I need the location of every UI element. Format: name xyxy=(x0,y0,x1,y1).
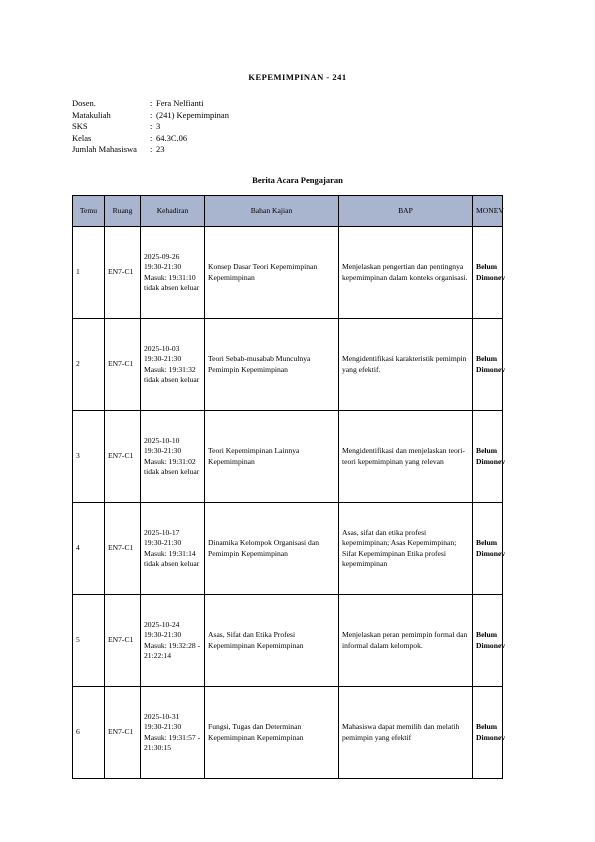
cell-bahan-kajian: Konsep Dasar Teori Kepemimpinan Kepemimpinan xyxy=(205,227,339,319)
table-row xyxy=(73,319,503,411)
document-title: KEPEMIMPINAN - 241 xyxy=(248,72,347,82)
cell-ruang: EN7-C1 xyxy=(105,595,141,687)
table-header-row xyxy=(73,196,503,227)
info-row-dosen xyxy=(72,98,229,110)
cell-bahan-kajian: Teori Kepemimpinan Lainnya Kepemimpinan xyxy=(205,411,339,503)
cell-bahan-kajian: Fungsi, Tugas dan Determinan Kepemimpinan Kepemimpinan xyxy=(205,687,339,779)
header-kehadiran: Kehadiran xyxy=(141,196,205,227)
cell-kehadiran: 2025-10-17 19:30-21:30 Masuk: 19:31:14 tidak absen keluar xyxy=(141,503,205,595)
cell-bap: Mengidentifikasi dan menjelaskan teori-teori kepemimpinan yang relevan xyxy=(339,411,473,503)
info-separator: : xyxy=(150,98,153,108)
header-temu: Temu xyxy=(73,196,105,227)
cell-ruang: EN7-C1 xyxy=(105,687,141,779)
cell-monev: Belum Dimonev xyxy=(473,319,503,411)
section-title: Berita Acara Pengajaran xyxy=(252,175,343,185)
info-value: 64.3C.06 xyxy=(156,132,188,143)
info-value: 23 xyxy=(156,144,165,154)
course-info xyxy=(72,98,229,156)
info-separator: : xyxy=(150,109,153,120)
info-row-jumlah-mahasiswa xyxy=(72,144,229,156)
cell-bap: Menjelaskan pengertian dan pentingnya kepemimpinan dalam konteks organisasi. xyxy=(339,227,473,319)
cell-bahan-kajian: Dinamika Kelompok Organisasi dan Pemimpin Kepemimpinan xyxy=(205,503,339,595)
table-row xyxy=(73,411,503,503)
cell-temu: 1 xyxy=(73,227,105,319)
info-label: Kelas xyxy=(72,132,92,143)
cell-ruang: EN7-C1 xyxy=(105,503,141,595)
cell-kehadiran: 2025-10-10 19:30-21:30 Masuk: 19:31:02 tidak absen keluar xyxy=(141,411,205,503)
table-row xyxy=(73,503,503,595)
cell-kehadiran: 2025-09-26 19:30-21:30 Masuk: 19:31:10 tidak absen keluar xyxy=(141,227,205,319)
cell-kehadiran: 2025-10-24 19:30-21:30 Masuk: 19:32:28 - 21:22:14 xyxy=(141,595,205,687)
info-separator: : xyxy=(150,121,153,131)
bap-table xyxy=(72,195,506,779)
cell-temu: 2 xyxy=(73,319,105,411)
cell-bap: Asas, sifat dan etika profesi kepemimpinan; Asas Kepemimpinan; Sifat Kepemimpinan Etika profesi kepemimpinan xyxy=(339,503,473,595)
table-row xyxy=(73,687,503,779)
info-value: (241) Kepemimpinan xyxy=(156,109,229,120)
cell-temu: 4 xyxy=(73,503,105,595)
cell-monev: Belum Dimonev xyxy=(473,687,503,779)
cell-bap: Menjelaskan peran pemimpin formal dan informal dalam kelompok. xyxy=(339,595,473,687)
cell-kehadiran: 2025-10-03 19:30-21:30 Masuk: 19:31:32 tidak absen keluar xyxy=(141,319,205,411)
info-label: SKS xyxy=(72,121,88,131)
info-value: 3 xyxy=(156,121,161,131)
info-value: Fera Nelfianti xyxy=(156,98,204,108)
info-row-sks xyxy=(72,121,229,133)
header-bap: BAP xyxy=(339,196,473,227)
info-row-matakuliah xyxy=(72,110,229,122)
info-label: Jumlah Mahasiswa xyxy=(72,144,137,154)
info-separator: : xyxy=(150,144,153,154)
cell-kehadiran: 2025-10-31 19:30-21:30 Masuk: 19:31:57 - 21:30:15 xyxy=(141,687,205,779)
cell-temu: 6 xyxy=(73,687,105,779)
cell-ruang: EN7-C1 xyxy=(105,227,141,319)
cell-bahan-kajian: Teori Sebab-musabab Munculnya Pemimpin Kepemimpinan xyxy=(205,319,339,411)
cell-monev: Belum Dimonev xyxy=(473,595,503,687)
table-row xyxy=(73,227,503,319)
cell-bap: Mahasiswa dapat memilih dan melatih pemimpin yang efektif xyxy=(339,687,473,779)
table-row xyxy=(73,595,503,687)
info-label: Matakuliah xyxy=(72,109,111,120)
info-separator: : xyxy=(150,132,153,143)
cell-ruang: EN7-C1 xyxy=(105,319,141,411)
header-bahan-kajian: Bahan Kajian xyxy=(205,196,339,227)
info-row-kelas xyxy=(72,133,229,145)
header-monev: MONEV xyxy=(473,196,503,227)
cell-ruang: EN7-C1 xyxy=(105,411,141,503)
cell-monev: Belum Dimonev xyxy=(473,227,503,319)
info-label: Dosen. xyxy=(72,98,96,108)
cell-bap: Mengidentifikasi karakteristik pemimpin yang efektif. xyxy=(339,319,473,411)
cell-bahan-kajian: Asas, Sifat dan Etika Profesi Kepemimpinan Kepemimpinan xyxy=(205,595,339,687)
cell-monev: Belum Dimonev xyxy=(473,503,503,595)
cell-temu: 3 xyxy=(73,411,105,503)
cell-monev: Belum Dimonev xyxy=(473,411,503,503)
cell-temu: 5 xyxy=(73,595,105,687)
header-ruang: Ruang xyxy=(105,196,141,227)
